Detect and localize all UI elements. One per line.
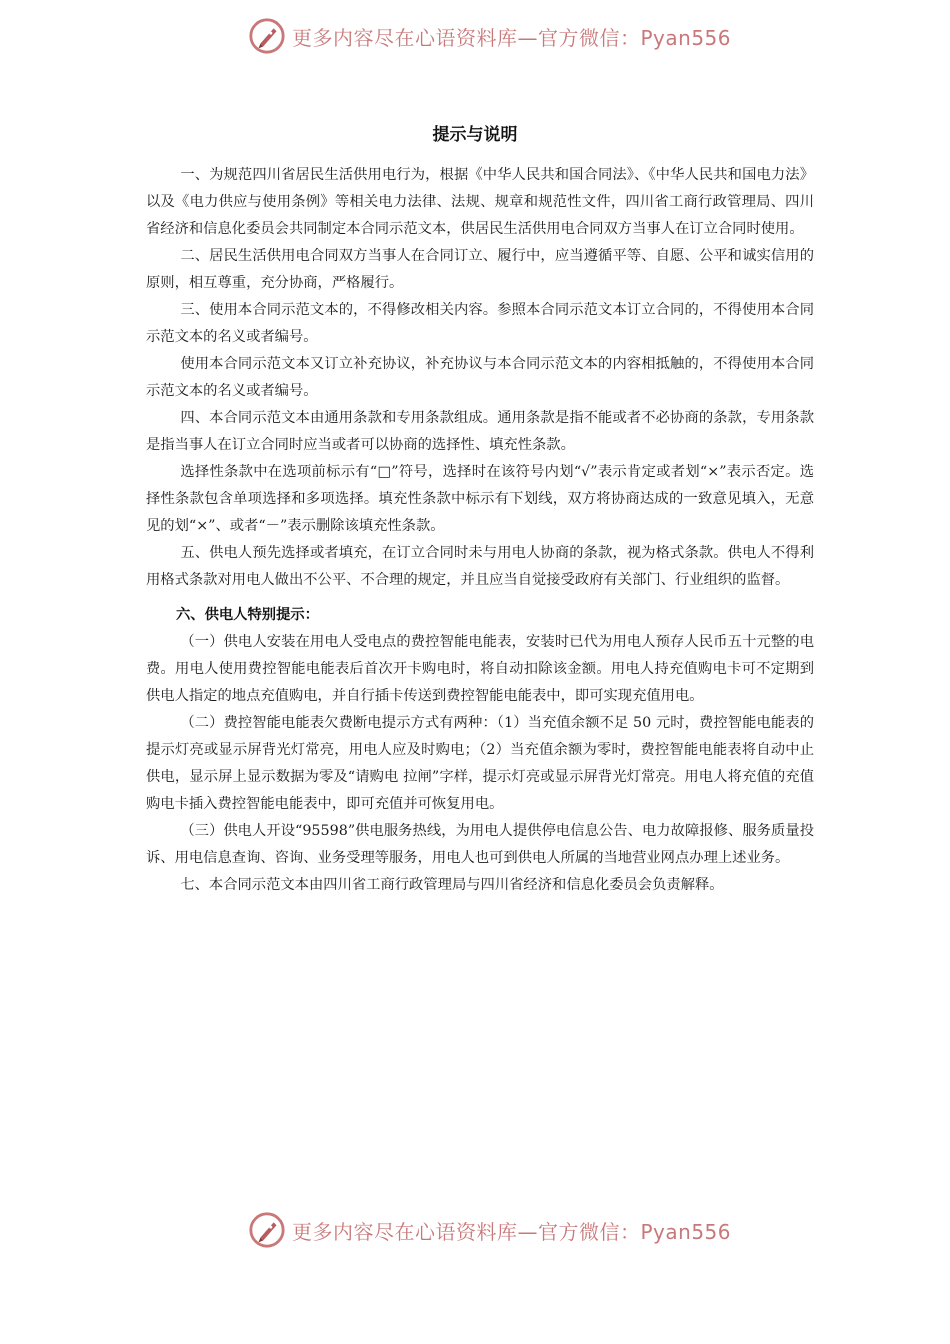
paragraph-6: 选择性条款中在选项前标示有“□”符号，选择时在该符号内划“√”表示肯定或者划“×”表示否定。选择性条款包含单项选择和多项选择。填充性条款中标示有下划线，双方将协商达成的一致意见填入，无意见的划“×”、或者“－”表示删除该填充性条款。 [146,464,814,534]
watermark-text: 更多内容尽在心语资料库—官方微信：Pyan556 [292,1219,732,1244]
paragraph-7: 五、供电人预先选择或者填充，在订立合同时未与用电人协商的条款，视为格式条款。供电人不得利用格式条款对用电人做出不公平、不合理的规定，并且应当自觉接受政府有关部门、行业组织的监督。 [146,545,814,588]
pen-nib-logo-icon [248,17,286,55]
paragraph-2: 二、居民生活供用电合同双方当事人在合同订立、履行中，应当遵循平等、自愿、公平和诚实信用的原则，相互尊重，充分协商，严格履行。 [146,248,814,291]
document-body [146,162,814,899]
paragraph-4: 使用本合同示范文本又订立补充协议，补充协议与本合同示范文本的内容相抵触的，不得使用本合同示范文本的名义或者编号。 [146,356,814,399]
paragraph-5: 四、本合同示范文本由通用条款和专用条款组成。通用条款是指不能或者不必协商的条款，专用条款是指当事人在订立合同时应当或者可以协商的选择性、填充性条款。 [146,410,814,453]
watermark-text: 更多内容尽在心语资料库—官方微信：Pyan556 [292,25,732,50]
paragraph-10: （三）供电人开设“95598”供电服务热线，为用电人提供停电信息公告、电力故障报修、服务质量投诉、用电信息查询、咨询、业务受理等服务，用电人也可到供电人所属的当地营业网点办理上述业务。 [146,823,814,866]
paragraph-3: 三、使用本合同示范文本的，不得修改相关内容。参照本合同示范文本订立合同的，不得使用本合同示范文本的名义或者编号。 [146,302,814,345]
paragraph-9: （二）费控智能电能表欠费断电提示方式有两种：（1）当充值余额不足 50 元时，费控智能电能表的提示灯亮或显示屏背光灯常亮，用电人应及时购电；（2）当充值余额为零时，费控智能电能表将自动中止供电，显示屏上显示数据为零及“请购电 拉闸”字样，提示灯亮或显示屏背光灯常亮。用电人将充值的充值购电卡插入费控智能电能表中，即可充值并可恢复用电。 [146,715,814,812]
paragraph-8: （一）供电人安装在用电人受电点的费控智能电能表，安装时已代为用电人预存人民币五十元整的电费。用电人使用费控智能电能表后首次开卡购电时，将自动扣除该金额。用电人持充值购电卡可不定期到供电人指定的地点充值购电，并自行插卡传送到费控智能电能表中，即可实现充值用电。 [146,634,814,704]
pen-nib-logo-icon [248,1211,286,1249]
paragraph-1: 一、为规范四川省居民生活供用电行为，根据《中华人民共和国合同法》、《中华人民共和国电力法》以及《电力供应与使用条例》等相关电力法律、法规、规章和规范性文件，四川省工商行政管理局、四川省经济和信息化委员会共同制定本合同示范文本，供居民生活供用电合同双方当事人在订立合同时使用。 [146,167,814,237]
header-watermark-banner [248,16,731,56]
document-title: 提示与说明 [432,125,518,145]
section-6-heading: 六、供电人特别提示： [176,607,319,623]
footer-watermark-banner [248,1210,731,1250]
paragraph-11: 七、本合同示范文本由四川省工商行政管理局与四川省经济和信息化委员会负责解释。 [180,877,724,893]
